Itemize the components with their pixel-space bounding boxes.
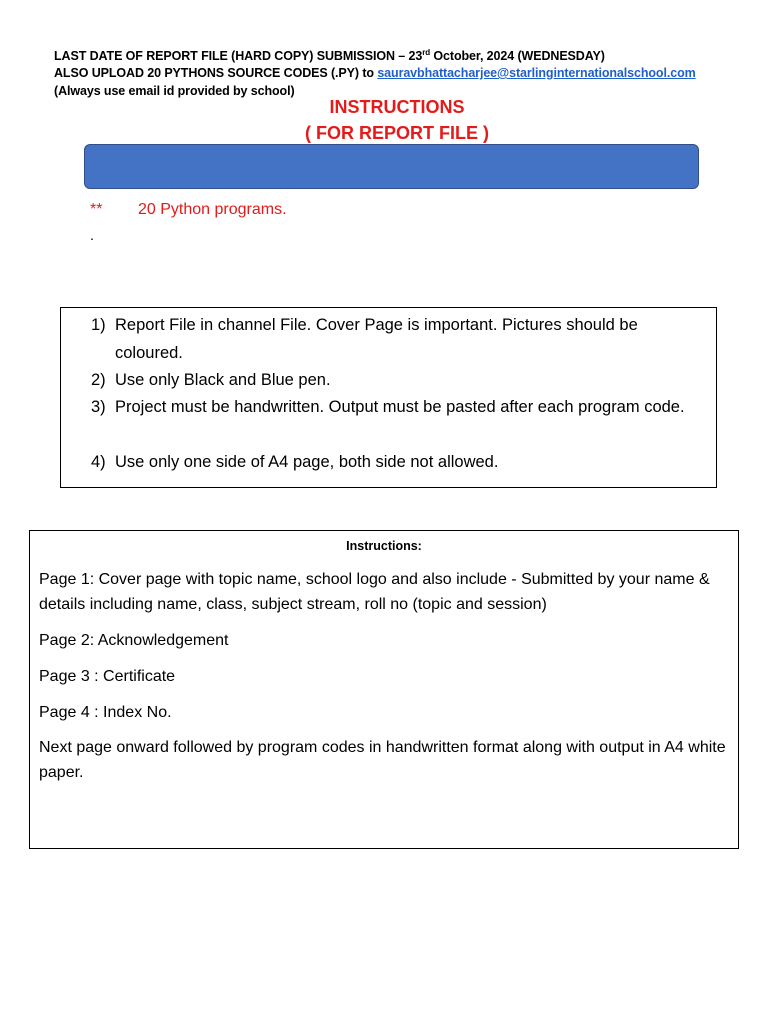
page-instruction: Page 1: Cover page with topic name, school logo and also include - Submitted by your name & details including name, class, subject stream, roll no (topic and session) (39, 571, 710, 613)
submission-deadline (54, 48, 605, 63)
stars-marker: ** (90, 201, 103, 218)
deadline-date: October, 2024 (WEDNESDAY) (430, 49, 605, 63)
rule-text: Use only Black and Blue pen. (115, 371, 331, 389)
blue-banner (84, 144, 699, 189)
upload-instruction (54, 66, 696, 80)
instructions-box (29, 530, 739, 849)
rule-text: Use only one side of A4 page, both side not allowed. (115, 453, 499, 471)
page-title: INSTRUCTIONS (329, 97, 465, 117)
email-note: (Always use email id provided by school) (54, 84, 295, 98)
page-instruction: Page 2: Acknowledgement (39, 632, 229, 649)
upload-text: ALSO UPLOAD 20 PYTHONS SOURCE CODES (.PY) to (54, 66, 378, 80)
deadline-suffix: rd (422, 48, 431, 57)
page-instruction: Next page onward followed by program codes in handwritten format along with output in A4 white paper. (39, 739, 726, 781)
dot-marker: . (90, 227, 94, 243)
rule-number: 4) (91, 453, 106, 471)
rules-box (60, 307, 717, 488)
page-instruction: Page 4 : Index No. (39, 704, 172, 721)
rule-item (91, 394, 701, 422)
rule-number: 2) (91, 371, 106, 389)
rule-item (91, 367, 701, 395)
rule-number: 1) (91, 316, 106, 334)
rule-text: Report File in channel File. Cover Page is important. Pictures should be coloured. (115, 316, 638, 362)
rule-text: Project must be handwritten. Output must be pasted after each program code. (115, 398, 685, 416)
instructions-heading: Instructions: (346, 539, 422, 553)
deadline-text: LAST DATE OF REPORT FILE (HARD COPY) SUBMISSION – 23 (54, 49, 423, 63)
python-programs-note: 20 Python programs. (138, 201, 287, 218)
rule-item (91, 449, 701, 477)
page-subtitle: ( FOR REPORT FILE ) (305, 123, 489, 143)
rule-number: 3) (91, 398, 106, 416)
page-instruction: Page 3 : Certificate (39, 668, 176, 685)
rule-item (91, 312, 701, 367)
email-link[interactable]: sauravbhattacharjee@starlinginternationalschool.com (377, 66, 696, 80)
